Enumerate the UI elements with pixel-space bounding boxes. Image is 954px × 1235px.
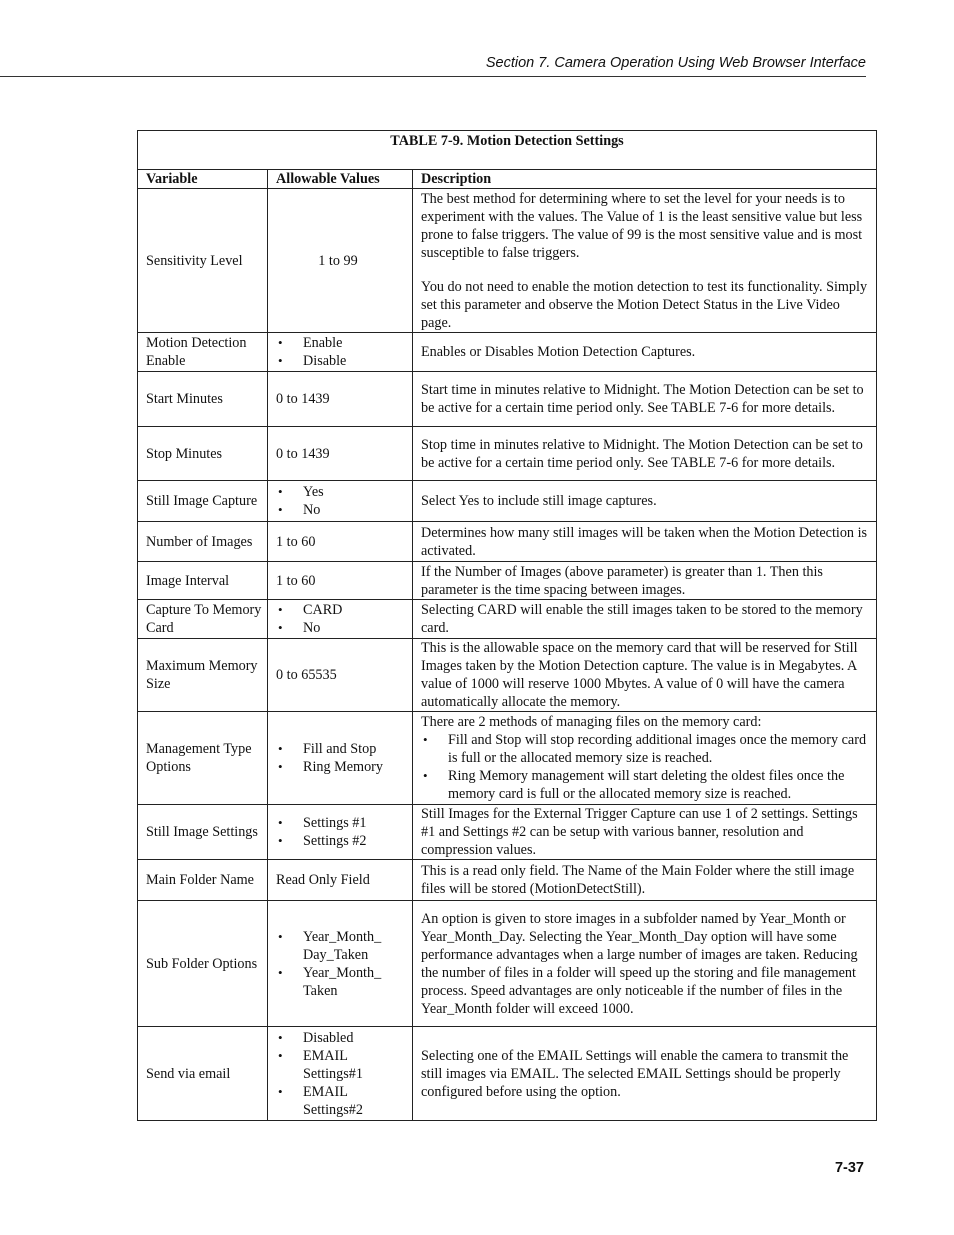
value-item: • Disabled (276, 1029, 408, 1047)
variable-cell: Stop Minutes (138, 427, 268, 481)
table-row (138, 372, 877, 427)
description-text: You do not need to enable the motion detection to test its functionality. Simply set this parameter and observe the Motion Detect Status in the Live Video page. (421, 278, 868, 331)
table-caption: TABLE 7-9. Motion Detection Settings (138, 131, 877, 170)
description-text: The best method for determining where to set the level for your needs is to experiment with the values. The Value of 1 is the least sensitive value but less prone to false triggers. The value of 99 is the most sensitive value and is most susceptible to false triggers. (421, 190, 863, 261)
values-cell: Read Only Field (268, 860, 413, 901)
value-item: • No (276, 619, 408, 637)
column-header-description: Description (413, 170, 877, 189)
description-cell: Start time in minutes relative to Midnight. The Motion Detection can be set to be active for a certain time period only. See TABLE 7-6 for more details. (413, 372, 877, 427)
variable-cell: Send via email (138, 1027, 268, 1121)
description-bullet: • Fill and Stop will stop recording additional images once the memory card is full or the allocated memory size is reached. (421, 731, 872, 767)
values-cell (268, 600, 413, 639)
variable-cell: Sub Folder Options (138, 901, 268, 1027)
variable-cell: Still Image Settings (138, 805, 268, 860)
description-cell: This is the allowable space on the memory card that will be reserved for Still Images taken by the Motion Detection capture. The value is in Megabytes. A value of 1000 will reserve 1000 Mbytes. A value of 0 will have the camera automatically allocate the memory. (413, 639, 877, 712)
table-row (138, 901, 877, 1027)
values-cell (268, 1027, 413, 1121)
table-row (138, 427, 877, 481)
header-rule (0, 76, 866, 77)
table-row (138, 189, 877, 333)
values-cell (268, 712, 413, 805)
values-cell: 0 to 1439 (268, 372, 413, 427)
value-item: • Disable (276, 352, 408, 370)
description-cell: Stop time in minutes relative to Midnight. The Motion Detection can be set to be active for a certain time period only. See TABLE 7-6 for more details. (413, 427, 877, 481)
value-item: • EMAIL Settings#1 (276, 1047, 408, 1083)
value-item: • CARD (276, 601, 408, 619)
description-cell: An option is given to store images in a subfolder named by Year_Month or Year_Month_Day. Selecting the Year_Month_Day option will have some performance advantages when a large number of images are taken. Reducing the number of files in a folder will speed up the storing and file management process. Speed advantages are only noticeable if the number of files in the Year_Month folder will exceed 1000. (413, 901, 877, 1027)
variable-cell: Number of Images (138, 522, 268, 562)
values-cell: 0 to 1439 (268, 427, 413, 481)
value-item: • Fill and Stop (276, 740, 408, 758)
motion-detection-table (137, 130, 876, 1121)
description-cell: Still Images for the External Trigger Capture can use 1 of 2 settings. Settings #1 and Settings #2 can be setup with various banner, resolution and compression values. (413, 805, 877, 860)
page-number: 7-37 (834, 1160, 864, 1176)
table-row (138, 333, 877, 372)
description-cell: Selecting CARD will enable the still images taken to be stored to the memory card. (413, 600, 877, 639)
description-cell (413, 189, 877, 333)
running-header: Section 7. Camera Operation Using Web Browser Interface (485, 55, 866, 71)
description-text: There are 2 methods of managing files on the memory card: (421, 714, 762, 730)
values-cell: 1 to 60 (268, 522, 413, 562)
description-cell: This is a read only field. The Name of the Main Folder where the still image files will be stored (MotionDetectStill). (413, 860, 877, 901)
variable-cell: Motion Detection Enable (138, 333, 268, 372)
description-cell (413, 712, 877, 805)
variable-cell: Sensitivity Level (138, 189, 268, 333)
table-row (138, 562, 877, 600)
table-row (138, 522, 877, 562)
values-cell (268, 481, 413, 522)
description-cell: Select Yes to include still image captures. (413, 481, 877, 522)
value-item: • Year_Month_ Taken (276, 964, 408, 1000)
values-cell: 1 to 60 (268, 562, 413, 600)
variable-cell: Maximum Memory Size (138, 639, 268, 712)
description-cell: Selecting one of the EMAIL Settings will enable the camera to transmit the still images via EMAIL. The selected EMAIL Settings should be properly configured before using the option. (413, 1027, 877, 1121)
value-item: • Ring Memory (276, 758, 408, 776)
values-cell: 0 to 65535 (268, 639, 413, 712)
values-cell (268, 805, 413, 860)
value-item: • No (276, 501, 408, 519)
value-item: • Settings #1 (276, 814, 408, 832)
values-cell (268, 901, 413, 1027)
table-row (138, 860, 877, 901)
table-row (138, 639, 877, 712)
value-item: • Year_Month_ Day_Taken (276, 928, 408, 964)
description-cell: Enables or Disables Motion Detection Captures. (413, 333, 877, 372)
table-row (138, 712, 877, 805)
variable-cell: Main Folder Name (138, 860, 268, 901)
description-cell: Determines how many still images will be taken when the Motion Detection is activated. (413, 522, 877, 562)
column-header-allowable-values: Allowable Values (268, 170, 413, 189)
value-item: • Enable (276, 334, 408, 352)
description-cell: If the Number of Images (above parameter) is greater than 1. Then this parameter is the time spacing between images. (413, 562, 877, 600)
variable-cell: Capture To Memory Card (138, 600, 268, 639)
table-row (138, 805, 877, 860)
column-header-variable: Variable (138, 170, 268, 189)
variable-cell: Image Interval (138, 562, 268, 600)
values-cell (268, 333, 413, 372)
table-row (138, 600, 877, 639)
value-item: • Yes (276, 483, 408, 501)
variable-cell: Still Image Capture (138, 481, 268, 522)
variable-cell: Start Minutes (138, 372, 268, 427)
variable-cell: Management Type Options (138, 712, 268, 805)
table-row (138, 481, 877, 522)
values-cell: 1 to 99 (268, 189, 413, 333)
value-item: • EMAIL Settings#2 (276, 1083, 408, 1119)
description-bullet: • Ring Memory management will start deleting the oldest files once the memory card is full or the allocated memory size is reached. (421, 767, 872, 803)
value-item: • Settings #2 (276, 832, 408, 850)
table-row (138, 1027, 877, 1121)
